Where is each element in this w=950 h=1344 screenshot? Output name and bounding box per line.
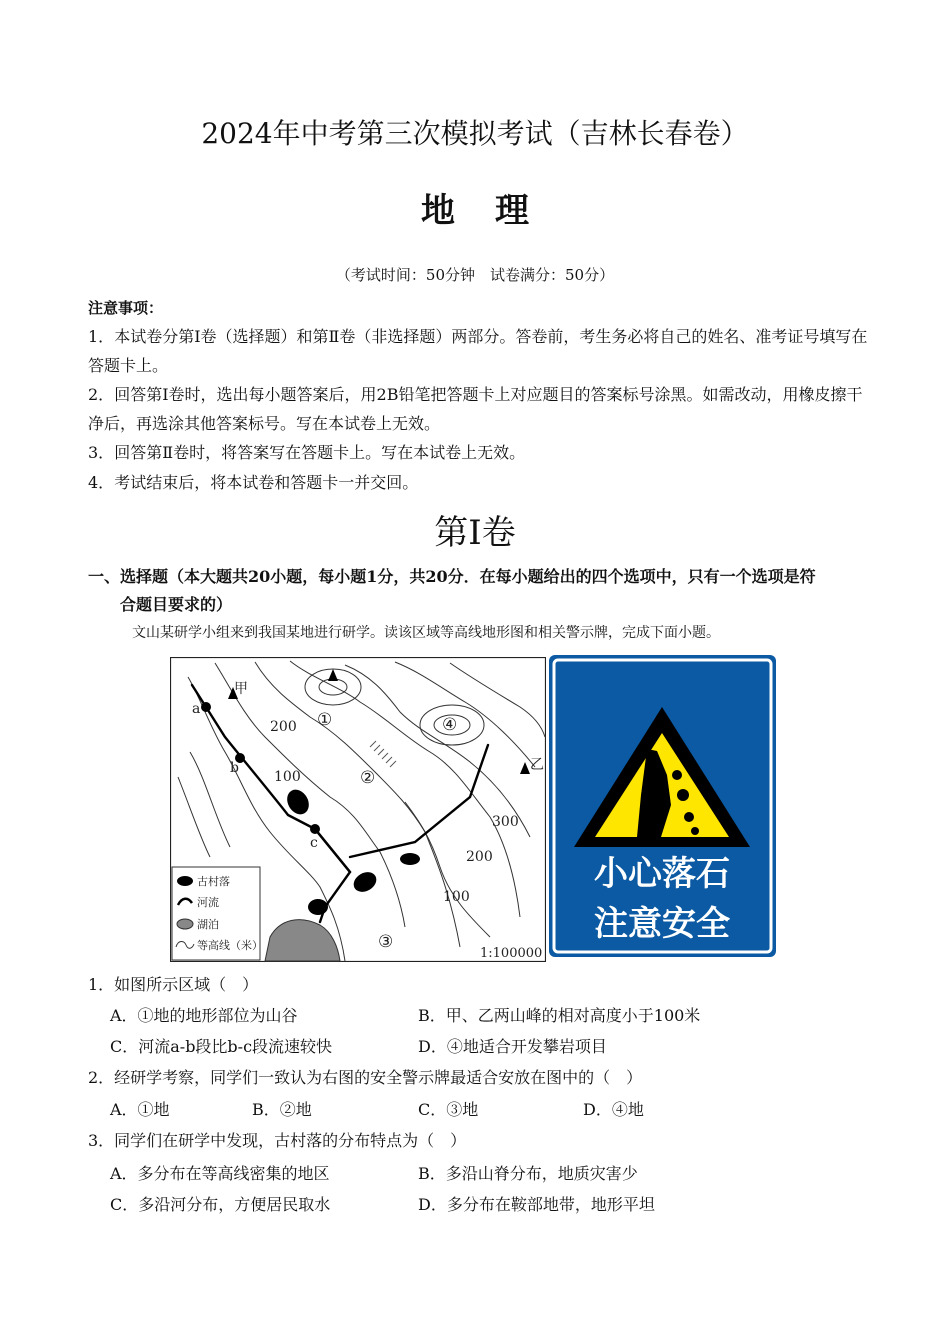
q3-option-b: B．多沿山脊分布，地质灾害少	[418, 1164, 638, 1183]
notice-item-1	[88, 322, 868, 380]
map-label-a: a	[192, 701, 201, 717]
q3-option-d: D．多分布在鞍部地带，地形平坦	[418, 1195, 655, 1214]
notice-item-2	[88, 380, 868, 438]
notice-num: 1．	[88, 327, 115, 346]
map-label-c: c	[310, 835, 318, 851]
map-label-yi: 乙	[530, 757, 544, 773]
notice-heading: 注意事项：	[88, 299, 164, 317]
map-scale: 1:100000	[480, 946, 543, 961]
q2-option-c: C．③地	[418, 1100, 479, 1119]
q2-option-d: D．④地	[583, 1100, 644, 1119]
legend-label-village: 古村落	[197, 875, 230, 888]
volume-title: 第Ⅰ卷	[434, 513, 516, 553]
legend-label-river: 河流	[197, 896, 219, 909]
exam-info: （考试时间：50分钟 试卷满分：50分）	[335, 266, 615, 284]
notice-num: 4．	[88, 473, 115, 492]
notice-text: 考试结束后，将本试卷和答题卡一并交回。	[114, 473, 419, 492]
section-line-2: 合题目要求的）	[120, 595, 233, 614]
map-label-b: b	[230, 760, 239, 776]
contour-label-300: 300	[492, 814, 519, 830]
question-1-stem: 1．如图所示区域（ ）	[88, 975, 259, 994]
sign-line-2: 注意安全	[594, 904, 730, 944]
section-heading	[88, 563, 878, 619]
legend-label-lake: 湖泊	[197, 918, 219, 931]
q1-option-a: A．①地的地形部位为山谷	[110, 1006, 298, 1025]
q3-option-a: A．多分布在等高线密集的地区	[110, 1164, 330, 1183]
subject-title: 地理	[421, 191, 569, 231]
notice-num: 3．	[88, 443, 115, 462]
contour-label-100b: 100	[443, 889, 470, 905]
question-3-stem: 3．同学们在研学中发现，古村落的分布特点为（ ）	[88, 1131, 467, 1150]
map-legend	[172, 867, 263, 960]
map-label-1: ①	[317, 710, 333, 730]
sign-line-1: 小心落石	[594, 854, 730, 894]
q1-option-d: D．④地适合开发攀岩项目	[418, 1037, 607, 1056]
section-line-1: 一、选择题（本大题共20小题，每小题1分，共20分．在每小题给出的四个选项中，只有一个选项是符	[88, 567, 816, 586]
question-intro: 文山某研学小组来到我国某地进行研学。读该区域等高线地形图和相关警示牌，完成下面小题。	[132, 625, 720, 641]
q3-option-c: C．多沿河分布，方便居民取水	[110, 1195, 331, 1214]
question-2-stem: 2．经研学考察，同学们一致认为右图的安全警示牌最适合安放在图中的（ ）	[88, 1068, 643, 1087]
map-label-4: ④	[442, 715, 458, 735]
notice-text: 回答第Ⅰ卷时，选出每小题答案后，用2B铅笔把答题卡上对应题目的答案标号涂黑。如需改动，用橡皮擦干净后，再选涂其他答案标号。写在本试卷上无效。	[88, 385, 863, 433]
q1-option-c: C．河流a-b段比b-c段流速较快	[110, 1037, 333, 1056]
q2-option-a: A．①地	[110, 1100, 170, 1119]
notice-item-4	[88, 468, 868, 497]
q1-option-b: B．甲、乙两山峰的相对高度小于100米	[418, 1006, 701, 1025]
exam-title: 2024年中考第三次模拟考试（吉林长春卷）	[201, 117, 749, 150]
map-label-jia: 甲	[234, 681, 248, 697]
warning-sign	[549, 655, 776, 957]
village-icon	[177, 876, 193, 886]
map-label-2: ②	[360, 768, 376, 788]
contour-label-100: 100	[274, 769, 301, 785]
map-label-3: ③	[378, 932, 394, 952]
notice-item-3	[88, 438, 868, 467]
contour-map	[170, 657, 546, 962]
legend-label-contour: 等高线（米）	[197, 939, 263, 952]
notice-text: 回答第Ⅱ卷时，将答案写在答题卡上。写在本试卷上无效。	[114, 443, 526, 462]
contour-label-200: 200	[270, 719, 297, 735]
notice-text: 本试卷分第Ⅰ卷（选择题）和第Ⅱ卷（非选择题）两部分。答卷前，考生务必将自己的姓名、准考证号填写在答题卡上。	[88, 327, 868, 375]
notice-num: 2．	[88, 385, 115, 404]
q2-option-b: B．②地	[252, 1100, 312, 1119]
contour-label-200b: 200	[466, 849, 493, 865]
lake-icon	[177, 919, 193, 929]
